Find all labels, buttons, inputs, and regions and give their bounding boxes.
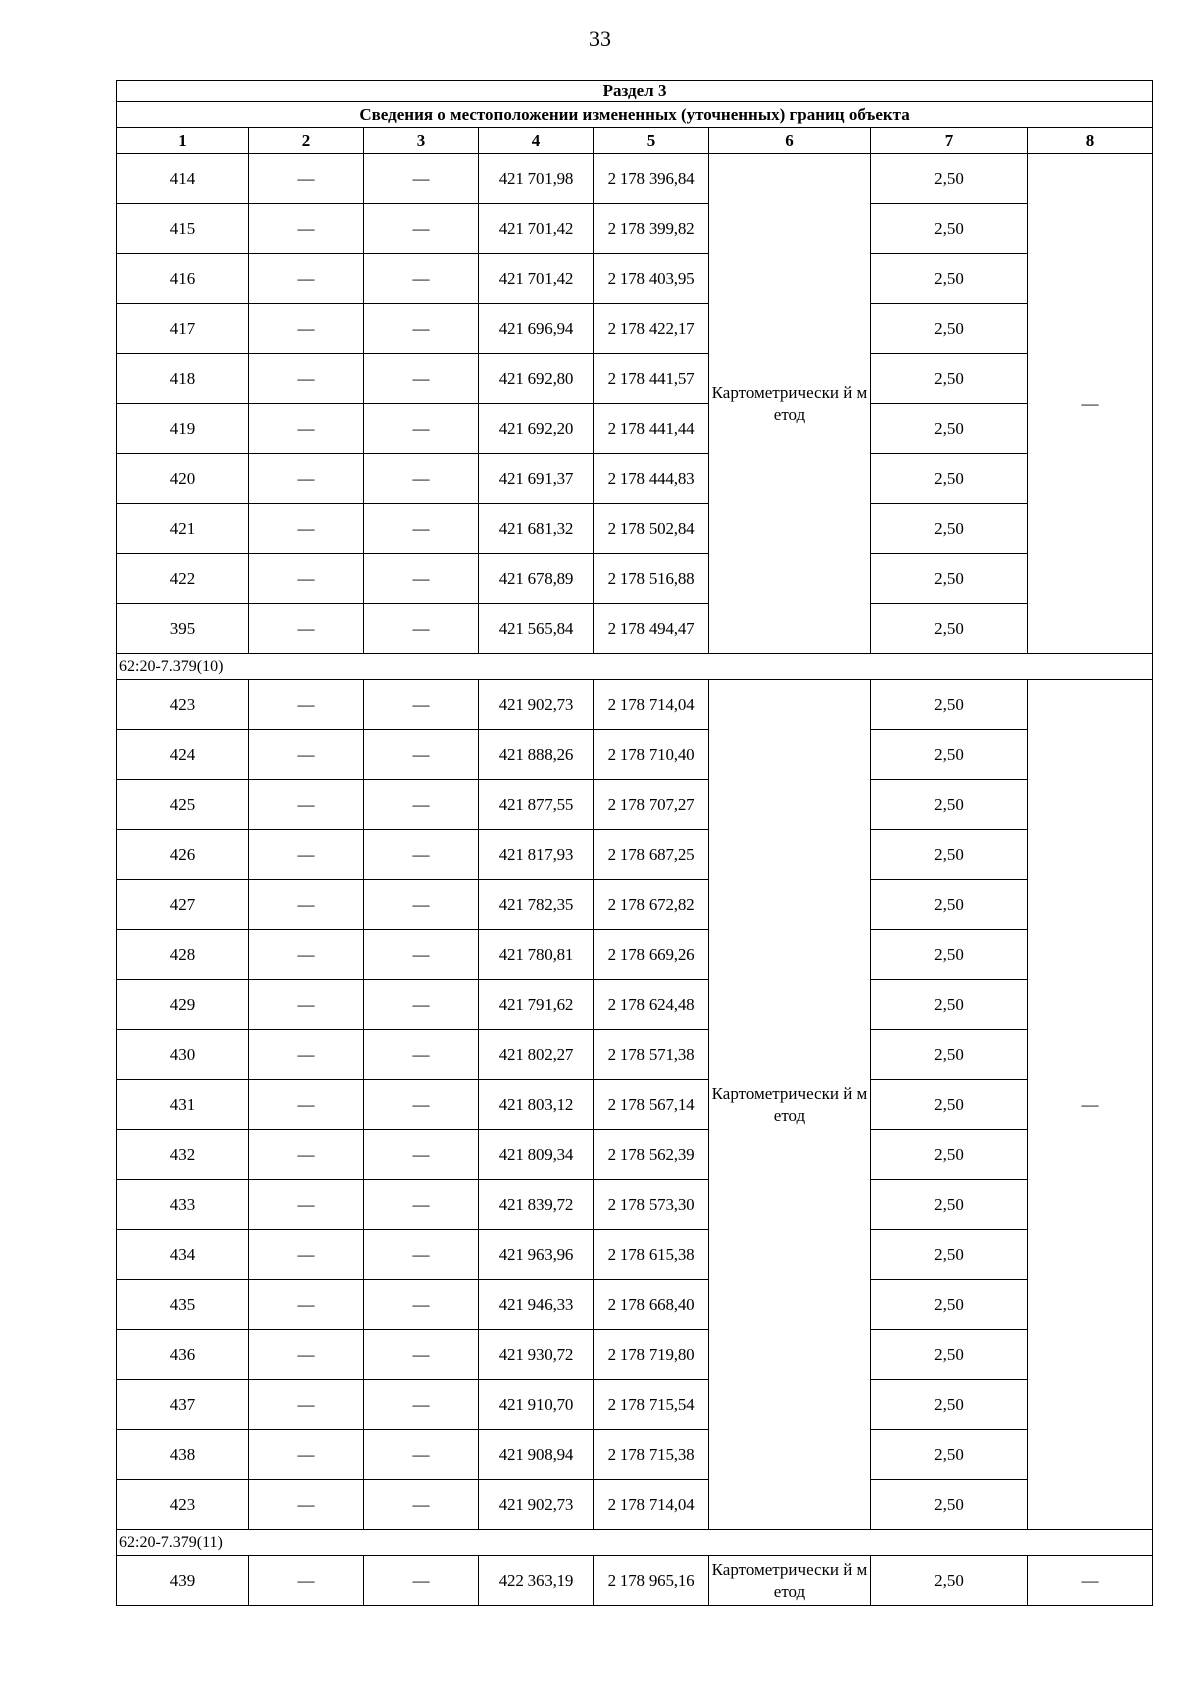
point-number-cell: 421 xyxy=(117,504,249,554)
y-coordinate-cell: 2 178 494,47 xyxy=(594,604,709,654)
table-row xyxy=(117,1130,1153,1180)
point-number-cell: 423 xyxy=(117,680,249,730)
point-number-cell: 431 xyxy=(117,1080,249,1130)
point-number-cell: 428 xyxy=(117,930,249,980)
x-coordinate-cell: 421 803,12 xyxy=(479,1080,594,1130)
col3-cell: — xyxy=(364,1080,479,1130)
point-number-cell: 423 xyxy=(117,1480,249,1530)
accuracy-cell: 2,50 xyxy=(871,304,1028,354)
y-coordinate-cell: 2 178 444,83 xyxy=(594,454,709,504)
col2-cell: — xyxy=(249,1480,364,1530)
y-coordinate-cell: 2 178 403,95 xyxy=(594,254,709,304)
y-coordinate-cell: 2 178 714,04 xyxy=(594,680,709,730)
column-number: 1 xyxy=(117,128,249,154)
col3-cell: — xyxy=(364,204,479,254)
table-row xyxy=(117,830,1153,880)
accuracy-cell: 2,50 xyxy=(871,1380,1028,1430)
point-number-cell: 434 xyxy=(117,1230,249,1280)
table-row xyxy=(117,1430,1153,1480)
table-row xyxy=(117,880,1153,930)
col3-cell: — xyxy=(364,254,479,304)
accuracy-cell: 2,50 xyxy=(871,1330,1028,1380)
col3-cell: — xyxy=(364,1280,479,1330)
accuracy-cell: 2,50 xyxy=(871,930,1028,980)
table-row xyxy=(117,1180,1153,1230)
x-coordinate-cell: 421 809,34 xyxy=(479,1130,594,1180)
col2-cell: — xyxy=(249,304,364,354)
point-number-cell: 435 xyxy=(117,1280,249,1330)
col2-cell: — xyxy=(249,1556,364,1606)
y-coordinate-cell: 2 178 441,57 xyxy=(594,354,709,404)
table-row xyxy=(117,1380,1153,1430)
x-coordinate-cell: 421 877,55 xyxy=(479,780,594,830)
table-body xyxy=(117,154,1153,1606)
col2-cell: — xyxy=(249,980,364,1030)
y-coordinate-cell: 2 178 719,80 xyxy=(594,1330,709,1380)
col3-cell: — xyxy=(364,504,479,554)
x-coordinate-cell: 421 565,84 xyxy=(479,604,594,654)
col3-cell: — xyxy=(364,930,479,980)
point-number-cell: 426 xyxy=(117,830,249,880)
x-coordinate-cell: 421 802,27 xyxy=(479,1030,594,1080)
column-number: 8 xyxy=(1028,128,1153,154)
point-number-cell: 422 xyxy=(117,554,249,604)
col2-cell: — xyxy=(249,1030,364,1080)
y-coordinate-cell: 2 178 562,39 xyxy=(594,1130,709,1180)
accuracy-cell: 2,50 xyxy=(871,204,1028,254)
col3-cell: — xyxy=(364,354,479,404)
y-coordinate-cell: 2 178 707,27 xyxy=(594,780,709,830)
y-coordinate-cell: 2 178 669,26 xyxy=(594,930,709,980)
accuracy-cell: 2,50 xyxy=(871,680,1028,730)
accuracy-cell: 2,50 xyxy=(871,354,1028,404)
table-row xyxy=(117,304,1153,354)
x-coordinate-cell: 421 701,42 xyxy=(479,204,594,254)
x-coordinate-cell: 421 902,73 xyxy=(479,680,594,730)
x-coordinate-cell: 421 791,62 xyxy=(479,980,594,1030)
col2-cell: — xyxy=(249,604,364,654)
method-cell: Картометрически й метод xyxy=(709,680,871,1530)
point-number-cell: 427 xyxy=(117,880,249,930)
col2-cell: — xyxy=(249,1280,364,1330)
col3-cell: — xyxy=(364,554,479,604)
page-number: 33 xyxy=(589,26,611,51)
point-number-cell: 438 xyxy=(117,1430,249,1480)
point-number-cell: 432 xyxy=(117,1130,249,1180)
section-title: Раздел 3 xyxy=(117,81,1153,102)
table-row xyxy=(117,254,1153,304)
x-coordinate-cell: 421 681,32 xyxy=(479,504,594,554)
y-coordinate-cell: 2 178 624,48 xyxy=(594,980,709,1030)
table-row xyxy=(117,780,1153,830)
col2-cell: — xyxy=(249,780,364,830)
x-coordinate-cell: 421 678,89 xyxy=(479,554,594,604)
point-number-cell: 420 xyxy=(117,454,249,504)
col3-cell: — xyxy=(364,830,479,880)
col3-cell: — xyxy=(364,1380,479,1430)
method-cell: Картометрически й метод xyxy=(709,1556,871,1606)
x-coordinate-cell: 421 963,96 xyxy=(479,1230,594,1280)
point-number-cell: 437 xyxy=(117,1380,249,1430)
col2-cell: — xyxy=(249,554,364,604)
column-number: 7 xyxy=(871,128,1028,154)
y-coordinate-cell: 2 178 573,30 xyxy=(594,1180,709,1230)
x-coordinate-cell: 421 930,72 xyxy=(479,1330,594,1380)
point-number-cell: 425 xyxy=(117,780,249,830)
col2-cell: — xyxy=(249,1080,364,1130)
boundary-points-table xyxy=(116,80,1153,1606)
x-coordinate-cell: 421 817,93 xyxy=(479,830,594,880)
col2-cell: — xyxy=(249,504,364,554)
col2-cell: — xyxy=(249,254,364,304)
col2-cell: — xyxy=(249,1330,364,1380)
y-coordinate-cell: 2 178 396,84 xyxy=(594,154,709,204)
accuracy-cell: 2,50 xyxy=(871,830,1028,880)
col2-cell: — xyxy=(249,404,364,454)
table-row xyxy=(117,930,1153,980)
accuracy-cell: 2,50 xyxy=(871,780,1028,830)
col2-cell: — xyxy=(249,930,364,980)
x-coordinate-cell: 421 910,70 xyxy=(479,1380,594,1430)
point-number-cell: 415 xyxy=(117,204,249,254)
column-number: 2 xyxy=(249,128,364,154)
col2-cell: — xyxy=(249,1380,364,1430)
accuracy-cell: 2,50 xyxy=(871,154,1028,204)
point-number-cell: 419 xyxy=(117,404,249,454)
point-number-cell: 429 xyxy=(117,980,249,1030)
col2-cell: — xyxy=(249,1130,364,1180)
table-row xyxy=(117,354,1153,404)
column-number: 6 xyxy=(709,128,871,154)
col3-cell: — xyxy=(364,880,479,930)
x-coordinate-cell: 421 780,81 xyxy=(479,930,594,980)
table-row xyxy=(117,154,1153,204)
x-coordinate-cell: 421 692,20 xyxy=(479,404,594,454)
x-coordinate-cell: 421 701,98 xyxy=(479,154,594,204)
col3-cell: — xyxy=(364,1430,479,1480)
y-coordinate-cell: 2 178 715,54 xyxy=(594,1380,709,1430)
accuracy-cell: 2,50 xyxy=(871,980,1028,1030)
accuracy-cell: 2,50 xyxy=(871,554,1028,604)
y-coordinate-cell: 2 178 710,40 xyxy=(594,730,709,780)
column-number: 3 xyxy=(364,128,479,154)
col3-cell: — xyxy=(364,1556,479,1606)
point-number-cell: 418 xyxy=(117,354,249,404)
x-coordinate-cell: 421 839,72 xyxy=(479,1180,594,1230)
accuracy-cell: 2,50 xyxy=(871,404,1028,454)
accuracy-cell: 2,50 xyxy=(871,254,1028,304)
x-coordinate-cell: 421 908,94 xyxy=(479,1430,594,1480)
col3-cell: — xyxy=(364,1130,479,1180)
point-number-cell: 414 xyxy=(117,154,249,204)
col8-cell: — xyxy=(1028,1556,1153,1606)
group-label-row xyxy=(117,1530,1153,1556)
col2-cell: — xyxy=(249,204,364,254)
y-coordinate-cell: 2 178 571,38 xyxy=(594,1030,709,1080)
col3-cell: — xyxy=(364,1330,479,1380)
x-coordinate-cell: 421 782,35 xyxy=(479,880,594,930)
y-coordinate-cell: 2 178 399,82 xyxy=(594,204,709,254)
x-coordinate-cell: 421 701,42 xyxy=(479,254,594,304)
table-row xyxy=(117,1556,1153,1606)
accuracy-cell: 2,50 xyxy=(871,1130,1028,1180)
point-number-cell: 417 xyxy=(117,304,249,354)
accuracy-cell: 2,50 xyxy=(871,604,1028,654)
y-coordinate-cell: 2 178 714,04 xyxy=(594,1480,709,1530)
col3-cell: — xyxy=(364,604,479,654)
point-number-cell: 416 xyxy=(117,254,249,304)
table-row xyxy=(117,404,1153,454)
y-coordinate-cell: 2 178 516,88 xyxy=(594,554,709,604)
table-row xyxy=(117,1330,1153,1380)
col3-cell: — xyxy=(364,780,479,830)
y-coordinate-cell: 2 178 965,16 xyxy=(594,1556,709,1606)
col3-cell: — xyxy=(364,154,479,204)
x-coordinate-cell: 421 946,33 xyxy=(479,1280,594,1330)
accuracy-cell: 2,50 xyxy=(871,1280,1028,1330)
y-coordinate-cell: 2 178 715,38 xyxy=(594,1430,709,1480)
method-cell: Картометрически й метод xyxy=(709,154,871,654)
table-row xyxy=(117,980,1153,1030)
table-row xyxy=(117,1480,1153,1530)
col3-cell: — xyxy=(364,1030,479,1080)
table-row xyxy=(117,730,1153,780)
point-number-cell: 430 xyxy=(117,1030,249,1080)
table-title: Сведения о местоположении измененных (уточненных) границ объекта xyxy=(117,102,1153,128)
accuracy-cell: 2,50 xyxy=(871,1556,1028,1606)
table-row xyxy=(117,604,1153,654)
table-row xyxy=(117,204,1153,254)
col3-cell: — xyxy=(364,730,479,780)
col3-cell: — xyxy=(364,980,479,1030)
column-number: 5 xyxy=(594,128,709,154)
col2-cell: — xyxy=(249,880,364,930)
accuracy-cell: 2,50 xyxy=(871,1430,1028,1480)
col2-cell: — xyxy=(249,154,364,204)
col8-cell: — xyxy=(1028,680,1153,1530)
col2-cell: — xyxy=(249,454,364,504)
col2-cell: — xyxy=(249,1180,364,1230)
accuracy-cell: 2,50 xyxy=(871,1030,1028,1080)
col3-cell: — xyxy=(364,1230,479,1280)
point-number-cell: 424 xyxy=(117,730,249,780)
table-row xyxy=(117,680,1153,730)
col3-cell: — xyxy=(364,1480,479,1530)
y-coordinate-cell: 2 178 502,84 xyxy=(594,504,709,554)
col2-cell: — xyxy=(249,1430,364,1480)
x-coordinate-cell: 421 902,73 xyxy=(479,1480,594,1530)
col2-cell: — xyxy=(249,354,364,404)
col2-cell: — xyxy=(249,730,364,780)
point-number-cell: 433 xyxy=(117,1180,249,1230)
accuracy-cell: 2,50 xyxy=(871,1180,1028,1230)
x-coordinate-cell: 421 692,80 xyxy=(479,354,594,404)
x-coordinate-cell: 421 691,37 xyxy=(479,454,594,504)
col2-cell: — xyxy=(249,830,364,880)
table-row xyxy=(117,1230,1153,1280)
accuracy-cell: 2,50 xyxy=(871,454,1028,504)
accuracy-cell: 2,50 xyxy=(871,504,1028,554)
y-coordinate-cell: 2 178 422,17 xyxy=(594,304,709,354)
column-number-row xyxy=(117,128,1153,154)
x-coordinate-cell: 421 888,26 xyxy=(479,730,594,780)
col3-cell: — xyxy=(364,1180,479,1230)
accuracy-cell: 2,50 xyxy=(871,1230,1028,1280)
accuracy-cell: 2,50 xyxy=(871,880,1028,930)
accuracy-cell: 2,50 xyxy=(871,1080,1028,1130)
col3-cell: — xyxy=(364,304,479,354)
table-row xyxy=(117,1030,1153,1080)
group-label: 62:20-7.379(11) xyxy=(117,1530,1153,1556)
table-row xyxy=(117,1280,1153,1330)
table-row xyxy=(117,504,1153,554)
y-coordinate-cell: 2 178 672,82 xyxy=(594,880,709,930)
accuracy-cell: 2,50 xyxy=(871,730,1028,780)
col3-cell: — xyxy=(364,404,479,454)
point-number-cell: 439 xyxy=(117,1556,249,1606)
y-coordinate-cell: 2 178 615,38 xyxy=(594,1230,709,1280)
table-row xyxy=(117,454,1153,504)
x-coordinate-cell: 422 363,19 xyxy=(479,1556,594,1606)
column-number: 4 xyxy=(479,128,594,154)
point-number-cell: 436 xyxy=(117,1330,249,1380)
col2-cell: — xyxy=(249,1230,364,1280)
y-coordinate-cell: 2 178 668,40 xyxy=(594,1280,709,1330)
col8-cell: — xyxy=(1028,154,1153,654)
y-coordinate-cell: 2 178 441,44 xyxy=(594,404,709,454)
col3-cell: — xyxy=(364,454,479,504)
y-coordinate-cell: 2 178 687,25 xyxy=(594,830,709,880)
x-coordinate-cell: 421 696,94 xyxy=(479,304,594,354)
table-row xyxy=(117,554,1153,604)
col3-cell: — xyxy=(364,680,479,730)
accuracy-cell: 2,50 xyxy=(871,1480,1028,1530)
group-label-row xyxy=(117,654,1153,680)
point-number-cell: 395 xyxy=(117,604,249,654)
y-coordinate-cell: 2 178 567,14 xyxy=(594,1080,709,1130)
group-label: 62:20-7.379(10) xyxy=(117,654,1153,680)
table-row xyxy=(117,1080,1153,1130)
col2-cell: — xyxy=(249,680,364,730)
